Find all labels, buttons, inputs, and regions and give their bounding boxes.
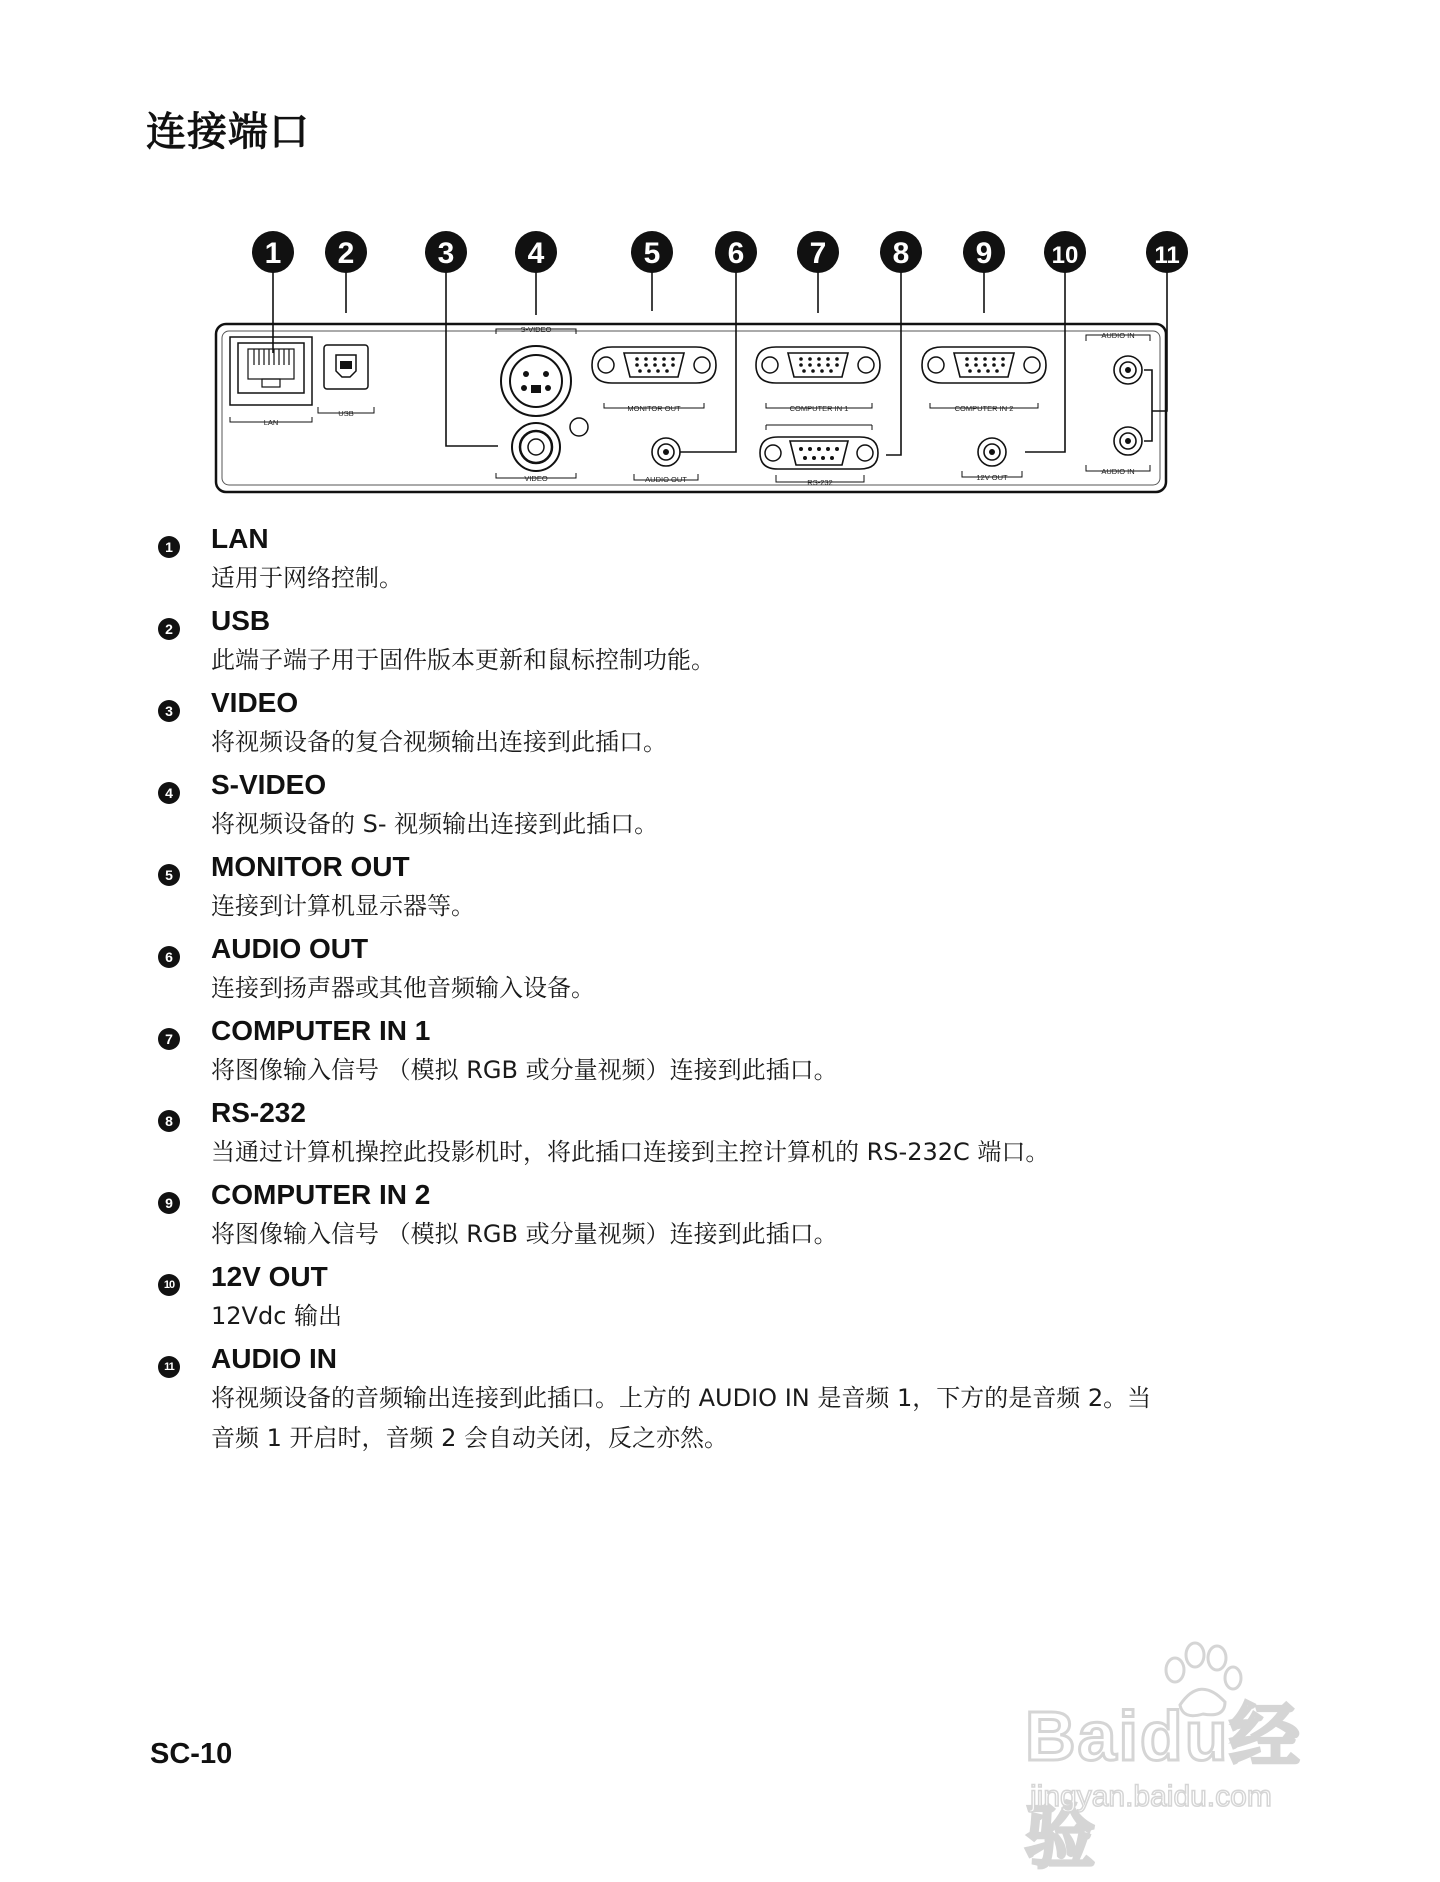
callout-6-label: 6 [727,237,745,270]
port-description: 将视频设备的 S- 视频输出连接到此插口。 [211,810,659,838]
number-badge: 8 [158,1110,180,1132]
page-number: SC-10 [150,1738,233,1770]
port-name: USB [211,605,271,636]
port-name: S-VIDEO [211,769,327,800]
port-description: 12Vdc 输出 [211,1302,343,1330]
port-name: RS-232 [211,1097,306,1128]
list-item [150,930,1300,1008]
lan-port-label: LAN [263,418,279,427]
list-item [150,520,1300,598]
port-description: 适用于网络控制。 [211,564,403,592]
port-description: 此端子端子用于固件版本更新和鼠标控制功能。 [211,646,715,674]
rs232-port-label: RS-232 [807,478,833,487]
list-item [150,1340,1300,1458]
callout-8-label: 8 [892,237,910,270]
number-badge: 5 [158,864,180,886]
port-description: 将视频设备的复合视频输出连接到此插口。 [211,728,667,756]
port-description: 当通过计算机操控此投影机时，将此插口连接到主控计算机的 RS-232C 端口。 [211,1138,1050,1166]
port-description: 连接到计算机显示器等。 [211,892,475,920]
svideo-port-label: S-VIDEO [520,325,552,334]
port-description-line-2: 音频 1 开启时，音频 2 会自动关闭，反之亦然。 [211,1424,729,1452]
list-item [150,766,1300,844]
list-item [150,1258,1300,1336]
audio-in-bottom-label: AUDIO IN [1101,467,1135,476]
port-description-list [150,520,1300,1462]
number-badge: 11 [158,1356,180,1378]
port-name: AUDIO OUT [211,933,369,964]
audio-in-top-label: AUDIO IN [1101,331,1135,340]
number-badge: 7 [158,1028,180,1050]
callout-2-label: 2 [337,237,355,270]
number-badge: 4 [158,782,180,804]
number-badge: 3 [158,700,180,722]
port-name: COMPUTER IN 1 [211,1015,431,1046]
page-title: 连接端口 [146,109,310,155]
watermark-url: jingyan.baidu.com [1030,1780,1272,1813]
port-description-line-1: 将视频设备的音频输出连接到此插口。上方的 AUDIO IN 是音频 1，下方的是音频 2。当 [211,1384,1152,1412]
video-port-label: VIDEO [524,474,548,483]
port-description: 将图像输入信号 （模拟 RGB 或分量视频）连接到此插口。 [211,1056,838,1084]
callout-11-label: 11 [1154,242,1180,269]
port-name: LAN [211,523,269,554]
callout-markers [252,231,1188,273]
rear-panel-diagram [200,225,1200,515]
list-item [150,602,1300,680]
12v-out-port-label: 12V OUT [976,473,1008,482]
callout-7-label: 7 [809,237,827,270]
computer-in-2-port-label: COMPUTER IN 2 [954,404,1014,413]
watermark-logo: Baidu经验 [1025,1697,1302,1876]
monitor-out-port-label: MONITOR OUT [627,404,681,413]
rear-panel-svg [200,225,1200,515]
audio-out-port-label: AUDIO OUT [645,475,687,484]
number-badge: 10 [158,1274,180,1296]
number-badge: 2 [158,618,180,640]
callout-9-label: 9 [975,237,993,270]
baidu-watermark [1005,1640,1365,1876]
callout-4-label: 4 [527,237,545,270]
callout-10-label: 10 [1051,242,1079,269]
list-item [150,1176,1300,1254]
number-badge: 1 [158,536,180,558]
callout-3-label: 3 [437,237,455,270]
usb-port-label: USB [338,409,354,418]
port-name: VIDEO [211,687,299,718]
callout-5-label: 5 [643,237,661,270]
number-badge: 9 [158,1192,180,1214]
port-description: 将图像输入信号 （模拟 RGB 或分量视频）连接到此插口。 [211,1220,838,1248]
list-item [150,1094,1300,1172]
number-badge: 6 [158,946,180,968]
callout-1-label: 1 [264,237,282,270]
port-description: 连接到扬声器或其他音频输入设备。 [211,974,595,1002]
list-item [150,684,1300,762]
port-name: 12V OUT [211,1261,328,1292]
port-name: MONITOR OUT [211,851,410,882]
list-item [150,848,1300,926]
computer-in-1-port-label: COMPUTER IN 1 [789,404,849,413]
port-name: AUDIO IN [211,1343,337,1374]
list-item [150,1012,1300,1090]
port-name: COMPUTER IN 2 [211,1179,431,1210]
